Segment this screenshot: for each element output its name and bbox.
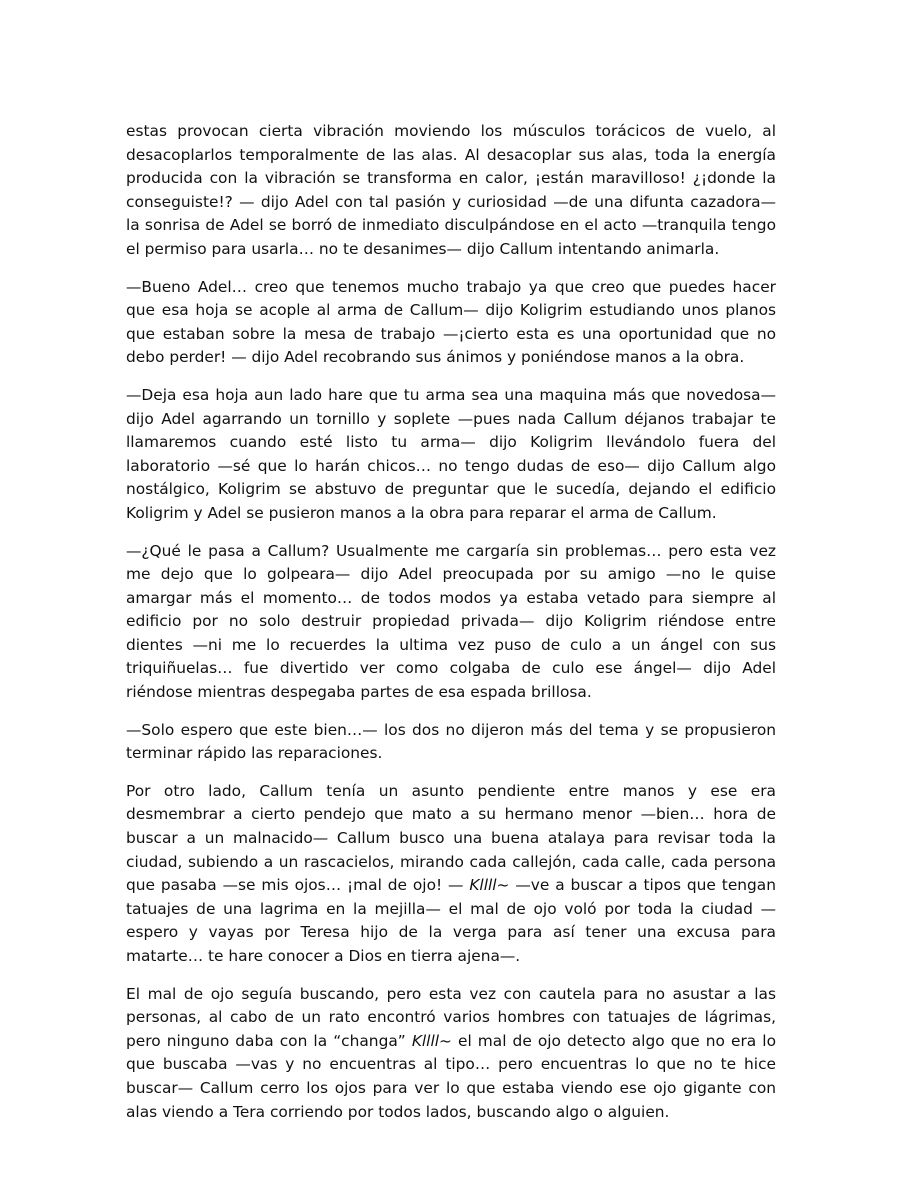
paragraph-3 bbox=[126, 384, 776, 526]
paragraph-4 bbox=[126, 540, 776, 705]
paragraph-text: estas provocan cierta vibración moviendo los músculos torácicos de vuelo, al desacoplarlos temporalmente de las alas. Al desacoplar sus alas, toda la energía producida con la vibración se transforma en calor, ¡están maravilloso! ¿¡donde la conseguiste!? — dijo Adel con tal pasión y curiosidad —de una difunta cazadora— la sonrisa de Adel se borró de inmediato disculpándose en el acto —tranquila tengo el permiso para usarla… no te desanimes— dijo Callum intentando animarla. bbox=[126, 122, 776, 258]
paragraph-5 bbox=[126, 719, 776, 766]
paragraph-text: Por otro lado, Callum tenía un asunto pendiente entre manos y ese era desmembrar a cierto pendejo que mato a su hermano menor —bien… hora de buscar a un malnacido— Callum busco una buena atalaya para revisar toda la ciudad, subiendo a un rascacielos, mirando cada callejón, cada calle, cada persona que pasaba —se mis ojos… ¡mal de ojo! — bbox=[126, 781, 776, 895]
paragraph-text: —Deja esa hoja aun lado hare que tu arma sea una maquina más que novedosa— dijo Adel agarrando un tornillo y soplete —pues nada Callum déjanos trabajar te llamaremos cuando esté listo tu arma— dijo Koligrim llevándolo fuera del laboratorio —sé que lo harán chicos… no tengo dudas de eso— dijo Callum algo nostálgico, Koligrim se abstuvo de preguntar que le sucedía, dejando el edificio Koligrim y Adel se pusieron manos a la obra para reparar el arma de Callum. bbox=[126, 385, 776, 522]
sound-effect-text: Kllll~ bbox=[411, 1031, 452, 1050]
paragraph-7 bbox=[126, 983, 776, 1125]
paragraph-text: —¿Qué le pasa a Callum? Usualmente me cargaría sin problemas… pero esta vez me dejo que lo golpeara— dijo Adel preocupada por su amigo —no le quise amargar más el momento… de todos modos ya estaba vetado para siempre al edificio por no solo destruir propiedad privada— dijo Koligrim riéndose entre dientes —ni me lo recuerdes la ultima vez puso de culo a un ángel con sus triquiñuelas… fue divertido ver como colgaba de culo ese ángel— dijo Adel riéndose mientras despegaba partes de esa espada brillosa. bbox=[126, 541, 776, 702]
paragraph-text: El mal de ojo seguía buscando, pero esta vez con cautela para no asustar a las personas, al cabo de un rato encontró varios hombres con tatuajes de lágrimas, pero ninguno daba con la “changa” bbox=[126, 984, 776, 1050]
paragraph-text: —Bueno Adel… creo que tenemos mucho trabajo ya que creo que puedes hacer que esa hoja se acople al arma de Callum— dijo Koligrim estudiando unos planos que estaban sobre la mesa de trabajo —¡cierto esta es una oportunidad que no debo perder! — dijo Adel recobrando sus ánimos y poniéndose manos a la obra. bbox=[126, 277, 776, 367]
paragraph-text: el mal de ojo detecto algo que no era lo que buscaba —vas y no encuentras al tipo… pero encuentras lo que no te hice buscar— Callum cerro los ojos para ver lo que estaba viendo ese ojo gigante con alas viendo a Tera corriendo por todos lados, buscando algo o alguien. bbox=[126, 1031, 776, 1121]
paragraph-1 bbox=[126, 120, 776, 262]
paragraph-6 bbox=[126, 780, 776, 969]
paragraph-2 bbox=[126, 276, 776, 370]
sound-effect-text: Kllll~ bbox=[469, 876, 510, 895]
document-page bbox=[126, 120, 776, 1138]
paragraph-text: —Solo espero que este bien…— los dos no dijeron más del tema y se propusieron terminar rápido las reparaciones. bbox=[126, 720, 776, 763]
paragraph-text: —ve a buscar a tipos que tengan tatuajes de una lagrima en la mejilla— el mal de ojo voló por toda la ciudad —espero y vayas por Teresa hijo de la verga para así tener una excusa para matarte… te hare conocer a Dios en tierra ajena—. bbox=[126, 876, 776, 965]
